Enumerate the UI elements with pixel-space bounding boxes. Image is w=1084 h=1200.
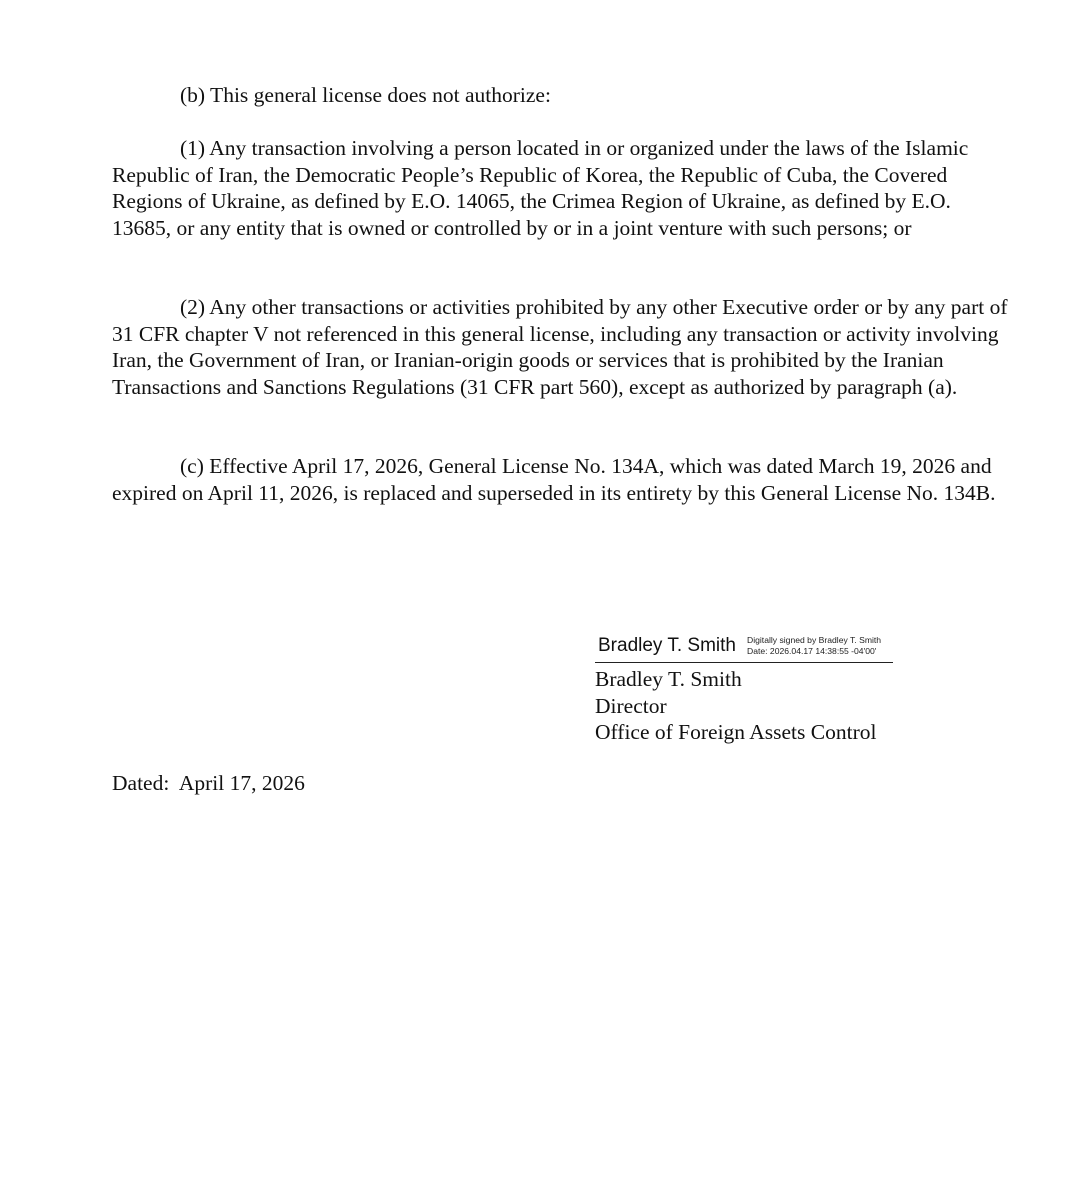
dated-line: Dated: April 17, 2026 (112, 771, 305, 795)
digital-signature-date: Date: 2026.04.17 14:38:55 -04'00' (747, 645, 877, 656)
digital-signature (595, 632, 893, 663)
signature-block (595, 632, 915, 746)
digital-signature-signed-by: Digitally signed by Bradley T. Smith (747, 635, 882, 645)
paragraph-b-2: (2) Any other transactions or activities prohibited by any other Executive order or by any part of 31 CFR chapter V not referenced in this general license, including any transaction or activity involving Iran, the Government of Iran, or Iranian-origin goods or services that is prohibited by the Iranian Transactions and Sanctions Regulations (31 CFR part 560), except as authorized by paragraph (a). (112, 295, 1008, 399)
signer-title: Director (595, 693, 667, 718)
paragraph-b-1: (1) Any transaction involving a person located in or organized under the laws of the Islamic Republic of Iran, the Democratic People’s Republic of Korea, the Republic of Cuba, the Covered Regions of Ukraine, as defined by E.O. 14065, the Crimea Region of Ukraine, as defined by E.O. 13685, or any entity that is owned or controlled by or in a joint venture with such persons; or (112, 136, 969, 240)
digital-signature-details (747, 635, 881, 656)
signer-name: Bradley T. Smith (595, 667, 742, 691)
paragraph-c: (c) Effective April 17, 2026, General License No. 134A, which was dated March 19, 2026 and expired on April 11, 2026, is replaced and superseded in its entirety by this General License No. 134B. (112, 454, 996, 505)
signer-office: Office of Foreign Assets Control (595, 720, 877, 744)
digital-signature-name: Bradley T. Smith (598, 635, 736, 656)
paragraph-b: (b) This general license does not authorize: (180, 83, 551, 107)
